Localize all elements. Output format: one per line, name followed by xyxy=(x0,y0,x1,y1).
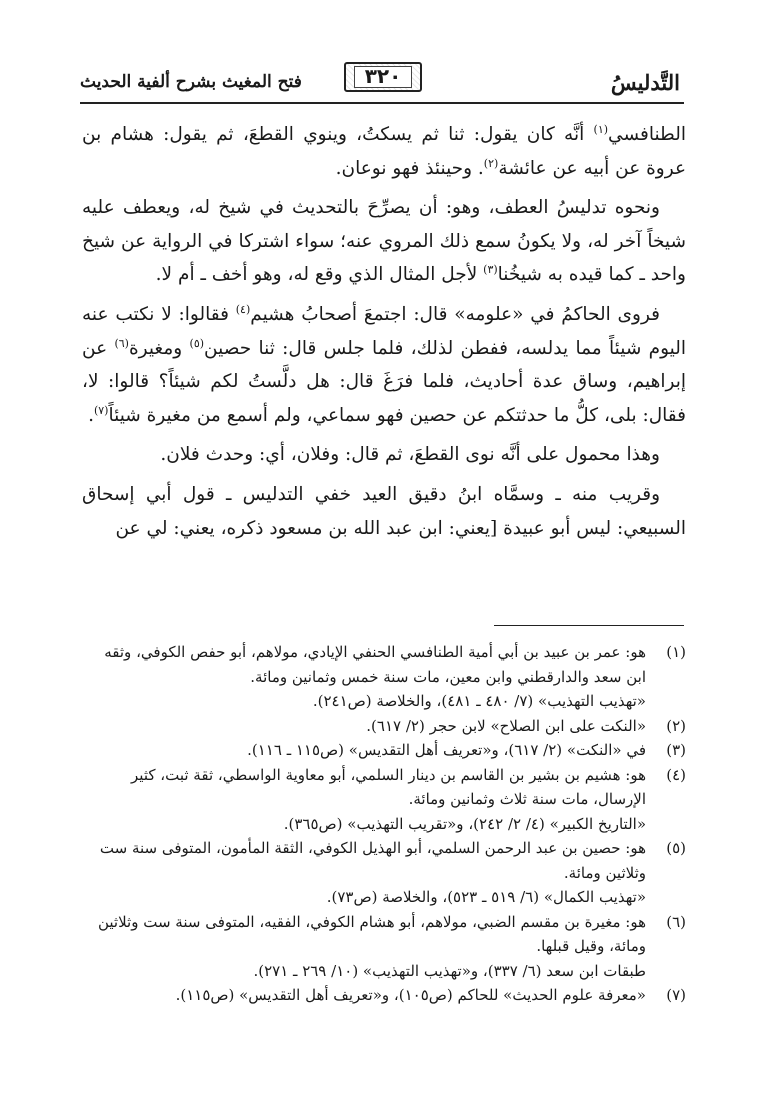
page-number-frame xyxy=(344,62,422,92)
footnote-source: «التاريخ الكبير» (٤/ ٢/ ٢٤٢)، و«تقريب التهذيب» (ص٣٦٥). xyxy=(283,814,646,833)
footnote xyxy=(82,714,686,739)
footnote-number: (٣) xyxy=(666,741,686,759)
footnote-number: (١) xyxy=(666,643,686,661)
footnote-source: طبقات ابن سعد (٦/ ٣٣٧)، و«تهذيب التهذيب» (١٠/ ٢٦٩ ـ ٢٧١). xyxy=(253,961,646,980)
paragraph: وهذا محمول على أنَّه نوى القطعَ، ثم قال: وفلان، أي: وحدث فلان. xyxy=(160,444,660,466)
footnote-separator xyxy=(494,625,684,626)
footnote-text: هو: مغيرة بن مقسم الضبي، مولاهم، أبو هشام الكوفي، الفقيه، المتوفى سنة ست وثلاثين ومائة، وقيل قبلها. xyxy=(97,912,646,955)
footnote xyxy=(82,738,686,763)
footnote-text: هو: حصين بن عبد الرحمن السلمي، أبو الهذيل الكوفي، الثقة المأمون، المتوفى سنة ست وثلاثين ومائة. xyxy=(99,839,646,882)
footnote-ref[interactable]: (٤) xyxy=(235,302,251,316)
footnote xyxy=(82,983,686,1008)
page-number: ٣٢٠ xyxy=(364,64,402,88)
footnote-ref[interactable]: (٥) xyxy=(189,336,205,350)
paragraph: الطنافسي$^{(١)}$ أنَّه كان يقول: ثنا ثم يسكتُ، وينوي القطعَ، ثم يقول: هشام بن عروة عن أبيه عن عائشة$^{(٢)}$. وحينئذ فهو نوعان. xyxy=(82,122,686,179)
footnote-text: هو: هشيم بن بشير بن القاسم بن دينار السلمي، أبو معاوية الواسطي، ثقة ثبت، كثير الإرسال، مات سنة ثلاث وثمانين ومائة. xyxy=(131,765,646,808)
footnote-text: «النكت على ابن الصلاح» لابن حجر (٢/ ٦١٧). xyxy=(366,716,646,735)
footnote-source: «تهذيب التهذيب» (٧/ ٤٨٠ ـ ٤٨١)، والخلاصة (ص٢٤١). xyxy=(312,692,646,710)
footnote-number: (٧) xyxy=(666,986,686,1004)
footnote-ref[interactable]: (٢) xyxy=(483,156,499,170)
footnote xyxy=(82,910,686,984)
running-header xyxy=(80,62,684,106)
footnotes xyxy=(82,640,686,1008)
footnote-text: هو: عمر بن عبيد بن أبي أمية الطنافسي الحنفي الإيادي، مولاهم، أبو حفص الكوفي، وثقه ابن سعد والدارقطني وابن معين، مات سنة خمس وثمانين ومائة. xyxy=(104,643,646,686)
footnote-ref[interactable]: (٦) xyxy=(114,336,129,350)
footnote-ref[interactable]: (٣) xyxy=(483,263,498,277)
header-rule xyxy=(80,102,684,104)
footnote-number: (٢) xyxy=(666,716,686,735)
footnote-ref[interactable]: (٧) xyxy=(93,403,109,417)
footnote-number: (٥) xyxy=(666,839,686,857)
footnote-number: (٤) xyxy=(666,765,686,784)
paragraph: ونحوه تدليسُ العطف، وهو: أن يصرِّحَ بالتحديث في شيخ له، ويعطف عليه شيخاً آخر له، ولا يكونُ سمع ذلك المروي عنه؛ سواء اشتركا في الرواية عن شيخ واحد ـ كما قيده به شيخُنا$^{(٣)}$ لأجل المثال الذي وقع له، وهو أخف ـ أم لا. xyxy=(82,197,686,286)
book-title: فتح المغيث بشرح ألفية الحديث xyxy=(80,72,302,92)
footnote-text: في «النكت» (٢/ ٦١٧)، و«تعريف أهل التقديس» (ص١١٥ ـ ١١٦). xyxy=(247,741,646,759)
footnote xyxy=(82,640,686,714)
footnote xyxy=(82,763,686,837)
paragraph: فروى الحاكمُ في «علومه» قال: اجتمعَ أصحابُ هشيم$^{(٤)}$ فقالوا: لا نكتب عنه اليوم شيئاً مما يدلسه، ففطن لذلك، فلما جلس قال: ثنا حصين$^{(٥)}$ ومغيرة$^{(٦)}$ عن إبراهيم، وساق عدة أحاديث، فلما فرَغَ قال: هل دلَّستُ لكم شيئاً؟ قالوا: لا، فقال: بلى، كلُّ ما حدثتكم عن حصين فهو سماعي، ولم أسمع من مغيرة شيئاً$^{(٧)}$. xyxy=(82,302,686,426)
footnote-number: (٦) xyxy=(666,912,686,931)
footnote xyxy=(82,836,686,910)
chapter-title: التَّدليسُ xyxy=(610,70,680,95)
main-text xyxy=(82,118,686,551)
paragraph: وقريب منه ـ وسمَّاه ابنُ دقيق العيد خفي التدليس ـ قول أبي إسحاق السبيعي: ليس أبو عبيدة [يعني: ابن عبد الله بن مسعود ذكره، يعني: لي عن xyxy=(82,483,686,539)
footnote-source: «تهذيب الكمال» (٦/ ٥١٩ ـ ٥٢٣)، والخلاصة (ص٧٣). xyxy=(326,888,646,906)
footnote-text: «معرفة علوم الحديث» للحاكم (ص١٠٥)، و«تعريف أهل التقديس» (ص١١٥). xyxy=(175,986,646,1004)
footnote-ref[interactable]: (١) xyxy=(593,122,609,136)
